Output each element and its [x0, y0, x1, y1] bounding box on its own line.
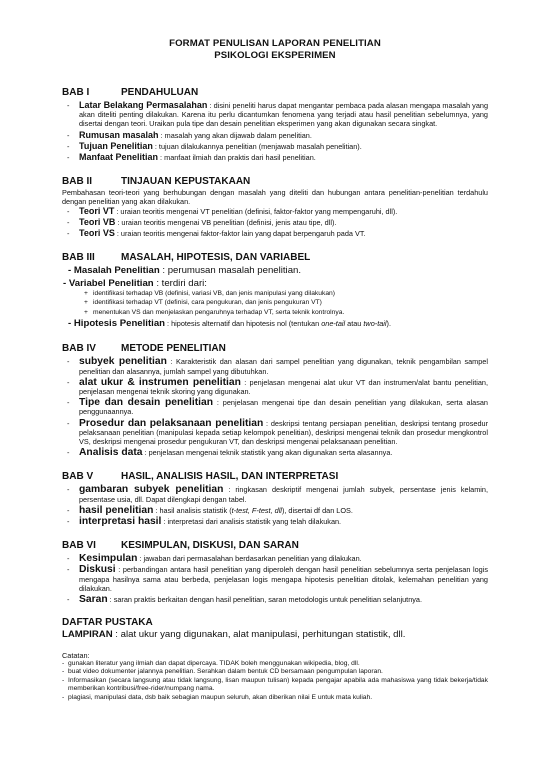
section-number: BAB I — [62, 87, 90, 98]
list-item — [62, 595, 488, 604]
section-number: BAB V — [62, 471, 94, 483]
bullet-dash: - — [67, 516, 70, 526]
note-item — [62, 668, 488, 677]
plus-marker: + — [84, 290, 88, 298]
item-text: : uraian teoritis mengenai faktor-faktor lain yang dapat berpengaruh pada VT. — [114, 229, 366, 239]
item-text: : saran praktis berkaitan dengan hasil penelitian, saran metodologis untuk penelitian selanjutnya. — [107, 595, 422, 604]
list-item — [62, 229, 488, 238]
bullet-dash: - — [67, 565, 70, 575]
hipotesis-line — [62, 318, 488, 330]
item-text: : disini peneliti harus dapat mengantar pembaca pada alasan mengapa masalah yang akan diteliti penting dilakukan. Karena itu perlu dicantumkan fenomena yang terjadi atau hasil penelitian sebelumnya, yang disertai dengan teori. Uraikan pula tipe dan desain penelitian eksperimen yang akan digunakan secara singkat. — [79, 101, 488, 129]
list-item — [62, 517, 488, 526]
list-item — [62, 131, 488, 140]
variabel-text: : terdiri dari: — [153, 277, 207, 289]
lampiran-term: LAMPIRAN — [62, 629, 113, 641]
item-term: Kesimpulan — [79, 553, 138, 565]
bullet-dash: - — [67, 377, 70, 387]
section-number: BAB II — [62, 176, 92, 188]
item-term: Teori VB — [79, 216, 116, 227]
list-item — [62, 485, 488, 503]
list-item — [62, 153, 488, 162]
item-text: : interpretasi dari analisis statistik yang telah dilakukan. — [161, 516, 342, 526]
note-dash: - — [62, 659, 65, 667]
item-text: : uraian teoritis mengenai VT penelitian (definisi, faktor-faktor yang mempengaruhi, dll). — [114, 206, 398, 216]
daftar-pustaka-heading: DAFTAR PUSTAKA — [62, 617, 153, 629]
note-text: plagiasi, manipulasi data, dsb baik sebagian maupun seluruh, akan diberikan nilai E untuk mata kuliah. — [68, 694, 373, 702]
section-number: BAB VI — [62, 540, 96, 552]
bullet-dash: - — [67, 206, 70, 216]
bullet-dash: - — [67, 217, 70, 227]
section-heading — [62, 252, 488, 264]
bullet-dash: - — [67, 485, 70, 495]
note-dash: - — [62, 668, 65, 676]
item-text: : uraian teoritis mengenai VB penelitian (definisi, jenis atau tipe, dll). — [115, 217, 337, 227]
sub-list-item — [62, 298, 488, 307]
item-term: gambaran subyek penelitian — [79, 484, 224, 496]
section-bab-3 — [62, 252, 488, 329]
item-term: Teori VS — [79, 228, 115, 239]
hipotesis-text: : hipotesis alternatif dan hipotesis nol (tentukan — [165, 318, 322, 328]
one-tail-text: one-tail — [321, 318, 346, 328]
item-text: : penjelasan mengenai tipe dan desain penelitian yang dilakukan, serta alasan penggunaannya. — [79, 398, 488, 417]
sub-list-item — [62, 289, 488, 298]
section-title: TINJAUAN KEPUSTAKAAN — [121, 176, 251, 188]
notes-heading: Catatan: — [62, 650, 90, 660]
sub-item-text: menentukan VS dan menjelaskan pengaruhnya terhadap VT, serta teknik kontrolnya. — [93, 308, 345, 316]
item-term: hasil penelitian — [79, 504, 154, 516]
title-line-2: PSIKOLOGI EKSPERIMEN — [214, 50, 336, 61]
list-item — [62, 398, 488, 416]
list-item — [62, 565, 488, 593]
item-term: alat ukur & instrumen penelitian — [79, 376, 241, 388]
section-number: BAB IV — [62, 343, 96, 355]
item-term: subyek penelitian — [79, 356, 167, 368]
hipotesis-end: ). — [386, 318, 391, 328]
section-heading — [62, 343, 488, 355]
note-text: buat video dokumenter jalannya penelitian. Serahkan dalam bentuk CD bersamaan pengumpulan laporan. — [68, 668, 383, 676]
title-line-1: FORMAT PENULISAN LAPORAN PENELITIAN — [169, 38, 381, 49]
section-number: BAB III — [62, 252, 95, 264]
lampiran-line — [62, 629, 488, 641]
list-item — [62, 448, 488, 457]
plus-marker: + — [84, 308, 88, 316]
masalah-term: - Masalah Penelitian — [68, 265, 160, 277]
item-text: : hasil analisis statistik ( — [153, 505, 232, 515]
variabel-line — [62, 278, 488, 290]
lampiran-text: : alat ukur yang digunakan, alat manipulasi, perhitungan statistik, dll. — [112, 629, 406, 641]
list-item — [62, 378, 488, 396]
section-title: MASALAH, HIPOTESIS, DAN VARIABEL — [121, 252, 311, 264]
section-bab-1 — [62, 87, 488, 162]
section-title: HASIL, ANALISIS HASIL, DAN INTERPRETASI — [121, 471, 339, 483]
section-bab-6 — [62, 540, 488, 604]
section-title: METODE PENELITIAN — [121, 343, 226, 355]
variabel-term: - Variabel Penelitian — [63, 277, 154, 289]
list-item — [62, 554, 488, 563]
bullet-dash: - — [67, 357, 70, 367]
bullet-dash: - — [67, 101, 70, 110]
item-text: : Karakteristik dan alasan dari sampel penelitian yang digunakan, teknik pengambilan sampel penelitian dan alasannya, jumlah sampel yang dibutuhkan. — [79, 357, 488, 376]
bullet-dash: - — [67, 448, 70, 458]
section-title: KESIMPULAN, DISKUSI, DAN SARAN — [121, 540, 299, 552]
item-term: Latar Belakang Permasalahan — [79, 100, 208, 110]
list-item — [62, 506, 488, 515]
section-heading — [62, 87, 488, 99]
item-text: : ringkasan deskriptif mengenai jumlah subyek, persentase jenis kelamin, persentase usia, dll. Dapat dilengkapi dengan tabel. — [79, 485, 488, 504]
list-item — [62, 218, 488, 227]
item-italic: t-test, F-test, dll — [231, 505, 282, 515]
item-text: : deskripsi tentang persiapan penelitian, deskripsi tentang prosedur pelaksanaan penelitian (manipulasi kepada setiap kelompok penelitian), deskripsi mengenai teknik dan prosedur mengkontrol VS, deskripsi mengenai prosedur pengukuran VT, dan deskripsi mengenai pelaksanaan penelitian. — [79, 418, 488, 446]
bullet-dash: - — [67, 141, 70, 151]
item-term: Tipe dan desain penelitian — [79, 397, 214, 409]
note-text: Informasikan (secara langsung atau tidak langsung, lisan maupun tulisan) kepada pengajar apabila ada mahasiswa yang tidak bekerja/tidak memberikan kontribusi/free-rider/numpang nama. — [68, 676, 488, 693]
item-term: interpretasi hasil — [79, 515, 162, 527]
item-text: : masalah yang akan dijawab dalam penelitian. — [158, 130, 312, 140]
bullet-dash: - — [67, 130, 70, 140]
item-term: Diskusi — [79, 564, 116, 576]
sub-item-text: identifikasi terhadap VT (definisi, cara pengukuran, dan jenis pengukuran VT) — [93, 299, 322, 307]
item-text: : penjelasan mengenai alat ukur VT dan instrumen/alat bantu penelitian, penjelasan mengenai teknik skoring yang digunakan. — [79, 377, 488, 396]
item-text: : penjelasan mengenai teknik statistik yang akan digunakan serta alasannya. — [142, 448, 393, 458]
item-text: : jawaban dari permasalahan berdasarkan penelitian yang dilakukan. — [137, 554, 362, 564]
list-item — [62, 357, 488, 375]
note-dash: - — [62, 694, 65, 702]
section-bab-5 — [62, 471, 488, 526]
sub-item-text: identifikasi terhadap VB (definisi, variasi VB, dan jenis manipulasi yang dilakukan) — [93, 290, 335, 298]
bullet-dash: - — [67, 505, 70, 515]
item-text: : perbandingan antara hasil penelitian yang diperoleh dengan hasil penelitian sebelumnya serta penjelasan logis mengapa hasilnya sama atau berbeda, penjelasan logis mengapa hipotesis penelitian ditolak, kelemahan penelitian yang dilakukan. — [79, 565, 488, 593]
plus-marker: + — [84, 299, 88, 307]
section-bab-4 — [62, 343, 488, 457]
section-bab-2 — [62, 176, 488, 238]
note-item — [62, 694, 488, 703]
item-term: Saran — [79, 594, 108, 605]
hipotesis-term: - Hipotesis Penelitian — [68, 317, 166, 329]
masalah-line — [62, 265, 488, 277]
two-tail-text: two-tail — [363, 318, 387, 328]
hipotesis-mid: atau — [345, 318, 364, 328]
bullet-dash: - — [67, 398, 70, 408]
list-item — [62, 142, 488, 151]
bullet-dash: - — [67, 595, 70, 604]
note-text: gunakan literatur yang ilmiah dan dapat dipercaya. TIDAK boleh menggunakan wikipedia, blog, dll. — [68, 659, 360, 667]
item-term: Rumusan masalah — [79, 129, 159, 140]
bullet-dash: - — [67, 554, 70, 564]
item-term: Analisis data — [79, 447, 143, 459]
item-term: Manfaat Penelitian — [79, 152, 159, 163]
list-item — [62, 419, 488, 447]
section-heading — [62, 176, 488, 188]
item-tail: ), disertai df dan LOS. — [281, 505, 353, 515]
section-heading — [62, 540, 488, 552]
note-item — [62, 660, 488, 669]
bullet-dash: - — [67, 153, 70, 163]
item-term: Prosedur dan pelaksanaan penelitian — [79, 417, 264, 429]
section-intro: Pembahasan teori-teori yang berhubungan dengan masalah yang diteliti dan hubungan antara penelitian-penelitian terdahulu dengan penelitian yang akan dilakukan. — [62, 188, 488, 207]
masalah-text: : perumusan masalah penelitian. — [159, 265, 302, 277]
item-term: Tujuan Penelitian — [79, 140, 153, 151]
bullet-dash: - — [67, 418, 70, 428]
section-title: PENDAHULUAN — [121, 87, 199, 98]
item-text: : manfaat ilmiah dan praktis dari hasil penelitian. — [158, 153, 316, 163]
bullet-dash: - — [67, 229, 70, 239]
item-text: : tujuan dilakukannya penelitian (menjawab masalah penelitian). — [152, 141, 362, 151]
item-term: Teori VT — [79, 205, 115, 216]
sub-list-item — [62, 308, 488, 317]
section-heading — [62, 471, 488, 483]
document-title — [62, 38, 488, 62]
note-item — [62, 677, 488, 694]
note-dash: - — [62, 676, 65, 684]
list-item — [62, 207, 488, 216]
list-item — [62, 101, 488, 129]
